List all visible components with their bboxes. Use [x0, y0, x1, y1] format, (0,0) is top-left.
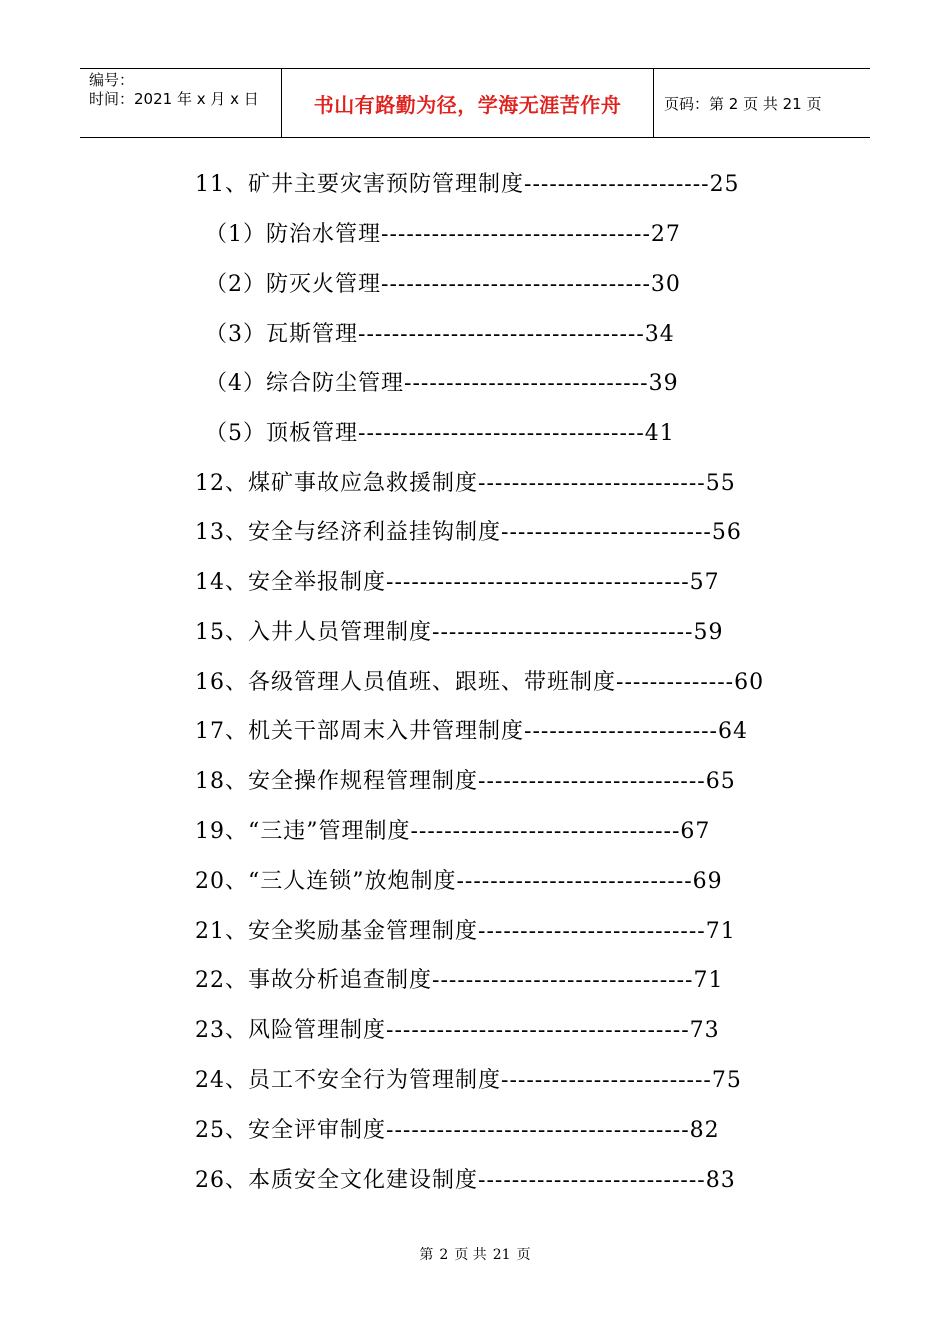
toc-entry-page: 30 [650, 272, 681, 297]
header-page-label: 页码：第 2 页 共 21 页 [664, 94, 822, 113]
toc-entry-title: 安全举报制度 [248, 570, 387, 595]
toc-entry-page: 25 [709, 172, 740, 197]
toc-entry-dots: --------------------------- [478, 919, 706, 944]
toc-entry-dots: ---------------------- [524, 172, 710, 197]
toc-entry-page: 73 [689, 1018, 720, 1043]
toc-entry-title: 综合防尘管理 [266, 371, 405, 396]
toc-entry [195, 469, 736, 499]
toc-entry [195, 1016, 720, 1046]
toc-entry-title: “三人连锁”放炮制度 [248, 869, 457, 894]
toc-entry-page: 55 [705, 471, 736, 496]
toc-entry-num: 12、 [195, 471, 248, 496]
toc-entry-dots: --------------------------- [478, 471, 706, 496]
toc-entry-page: 69 [692, 869, 723, 894]
page-footer [0, 1244, 950, 1264]
toc-entry [195, 767, 736, 797]
toc-entry-dots: ---------------------------------- [358, 322, 645, 347]
toc-entry-num: （4） [205, 371, 266, 396]
toc-entry-dots: ------------------------- [501, 1068, 712, 1093]
toc-entry [205, 419, 675, 449]
toc-entry-title: 顶板管理 [266, 421, 359, 446]
header-motto: 书山有路勤为径，学海无涯苦作舟 [282, 69, 654, 137]
toc-entry-page: 59 [693, 620, 724, 645]
toc-entry-title: 入井人员管理制度 [248, 620, 433, 645]
footer-page: 2 [439, 1247, 449, 1263]
toc-entry-num: 13、 [195, 520, 248, 545]
toc-entry-num: （5） [205, 421, 266, 446]
toc-entry-num: 18、 [195, 769, 248, 794]
toc-entry-page: 39 [648, 371, 679, 396]
toc-entry [195, 817, 710, 847]
page-header [80, 68, 870, 138]
footer-mid: 页 共 [454, 1247, 487, 1263]
toc-entry-num: （1） [205, 222, 266, 247]
toc-entry [195, 618, 723, 648]
toc-entry-dots: ------------------------------- [432, 620, 694, 645]
toc-entry-title: 瓦斯管理 [266, 322, 359, 347]
toc-entry-title: 风险管理制度 [248, 1018, 387, 1043]
toc-entry-title: 矿井主要灾害预防管理制度 [248, 172, 525, 197]
toc-entry-title: 机关干部周末入井管理制度 [248, 719, 525, 744]
toc-entry-num: 20、 [195, 869, 248, 894]
toc-entry-num: （2） [205, 272, 266, 297]
footer-total: 21 [492, 1247, 511, 1263]
toc-entry-num: 15、 [195, 620, 248, 645]
toc-entry [195, 966, 723, 996]
toc-entry-dots: ----------------------- [524, 719, 718, 744]
toc-entry-num: 26、 [195, 1168, 248, 1193]
toc-entry-num: 17、 [195, 719, 248, 744]
toc-entry-num: 24、 [195, 1068, 248, 1093]
toc-entry-page: 27 [650, 222, 681, 247]
header-number-label: 编号： [89, 71, 135, 89]
toc-entry-title: “三违”管理制度 [248, 819, 411, 844]
toc-entry-title: 煤矿事故应急救援制度 [248, 471, 479, 496]
toc-entry-num: （3） [205, 322, 266, 347]
toc-entry [195, 1166, 736, 1196]
toc-entry-title: 事故分析追查制度 [248, 968, 433, 993]
footer-suffix: 页 [516, 1247, 531, 1263]
toc-entry-dots: ------------------------------------ [386, 1018, 690, 1043]
toc-entry-page: 34 [644, 322, 675, 347]
toc-entry-num: 14、 [195, 570, 248, 595]
toc-entry-dots: --------------------------- [478, 1168, 706, 1193]
toc-entry-title: 安全与经济利益挂钩制度 [248, 520, 502, 545]
toc-entry-dots: ------------------------------------ [386, 570, 690, 595]
toc-entry-num: 16、 [195, 670, 248, 695]
toc-entry-dots: -------------------------------- [381, 272, 651, 297]
toc-entry-page: 56 [711, 520, 742, 545]
toc-entry [195, 1116, 720, 1146]
toc-entry-dots: ---------------------------- [456, 869, 693, 894]
header-time-label: 时间：2021 年 x 月 x 日 [89, 90, 259, 108]
toc-entry-page: 67 [680, 819, 711, 844]
toc-entry-num: 25、 [195, 1118, 248, 1143]
toc-entry-num: 23、 [195, 1018, 248, 1043]
toc-entry-page: 60 [734, 670, 765, 695]
toc-entry-dots: ---------------------------------- [358, 421, 645, 446]
toc-entry-title: 防治水管理 [266, 222, 382, 247]
toc-entry [195, 867, 723, 897]
toc-entry-num: 21、 [195, 919, 248, 944]
toc-entry [195, 568, 720, 598]
toc-entry [205, 220, 681, 250]
toc-entry-page: 65 [705, 769, 736, 794]
toc-entry-page: 64 [718, 719, 748, 744]
toc-entry-page: 57 [689, 570, 720, 595]
toc-entry-title: 安全奖励基金管理制度 [248, 919, 479, 944]
toc-entry-title: 员工不安全行为管理制度 [248, 1068, 502, 1093]
toc-entry-title: 防灭火管理 [266, 272, 382, 297]
toc-entry [205, 270, 681, 300]
toc-entry-dots: --------------------------- [478, 769, 706, 794]
toc-entry-num: 19、 [195, 819, 248, 844]
toc-entry [195, 668, 764, 698]
toc-entry [195, 717, 748, 747]
toc-entry [195, 917, 736, 947]
toc-entry-dots: ------------------------- [501, 520, 712, 545]
toc-entry-dots: ------------------------------- [432, 968, 694, 993]
toc-entry-dots: ------------------------------------ [386, 1118, 690, 1143]
toc-entry [195, 170, 740, 200]
toc-entry [195, 1066, 742, 1096]
toc-entry-dots: -------------------------------- [381, 222, 651, 247]
toc-entry-num: 11、 [195, 172, 248, 197]
toc-entry-title: 安全操作规程管理制度 [248, 769, 479, 794]
toc-entry-page: 83 [705, 1168, 736, 1193]
toc-entry [205, 369, 679, 399]
toc-entry-dots: ----------------------------- [404, 371, 649, 396]
toc-entry-num: 22、 [195, 968, 248, 993]
toc-entry-dots: -------------------------------- [410, 819, 681, 844]
toc-entry [195, 518, 742, 548]
toc-entry-page: 71 [705, 919, 736, 944]
toc-entry [205, 320, 675, 350]
header-meta-cell [80, 69, 282, 137]
toc-entry-dots: -------------- [616, 670, 735, 695]
toc-entry-title: 本质安全文化建设制度 [248, 1168, 479, 1193]
toc-entry-title: 各级管理人员值班、跟班、带班制度 [248, 670, 617, 695]
toc-entry-page: 75 [711, 1068, 742, 1093]
toc-entry-page: 41 [644, 421, 675, 446]
toc-entry-title: 安全评审制度 [248, 1118, 387, 1143]
toc-entry-page: 71 [693, 968, 724, 993]
footer-prefix: 第 [419, 1247, 434, 1263]
toc-entry-page: 82 [689, 1118, 720, 1143]
